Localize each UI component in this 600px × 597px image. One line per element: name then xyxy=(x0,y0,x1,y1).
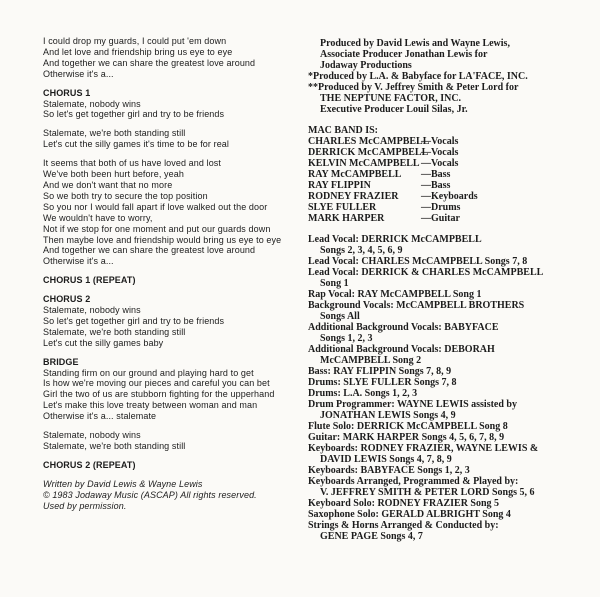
verse-3 xyxy=(43,158,293,267)
personnel-line: Rap Vocal: RAY McCAMPBELL Song 1 xyxy=(308,289,482,300)
personnel-line: Drums: L.A. Songs 1, 2, 3 xyxy=(308,388,418,399)
lyric-line: Stalemate, nobody wins xyxy=(43,305,141,316)
lyric-line: Otherwise it's a... xyxy=(43,256,114,267)
lyric-line: Stalemate, we're both standing still xyxy=(43,441,186,451)
lyric-line: And let love and friendship bring us eye to eye xyxy=(43,46,233,57)
lyric-line: So you nor I would fall apart if love walked out the door xyxy=(43,201,268,212)
band-member-name: DERRICK McCAMPBELL xyxy=(308,147,429,158)
lyric-line: Let's cut the silly games baby xyxy=(43,337,164,348)
band-member-row xyxy=(308,213,593,224)
credit-line: Used by permission. xyxy=(43,500,127,511)
personnel-line: GENE PAGE Songs 4, 7 xyxy=(320,531,423,542)
band-member-row xyxy=(308,158,593,169)
band-members xyxy=(308,136,593,224)
verse-2 xyxy=(43,128,293,150)
band-member-row xyxy=(308,180,593,191)
lyric-line: And we don't want that no more xyxy=(43,179,173,190)
band-member-role: —Guitar xyxy=(421,213,460,224)
lyric-line: Is how we're moving our pieces and careful you can bet xyxy=(43,378,270,389)
personnel-line: Flute Solo: DERRICK McCAMPBELL Song 8 xyxy=(308,421,508,432)
personnel-line: Keyboard Solo: RODNEY FRAZIER Song 5 xyxy=(308,498,500,509)
personnel-line: Strings & Horns Arranged & Conducted by: xyxy=(308,520,499,531)
band-member-role: —Vocals xyxy=(421,136,459,147)
personnel-line: Drum Programmer: WAYNE LEWIS assisted by xyxy=(308,399,517,410)
personnel-line: Songs 2, 3, 4, 5, 6, 9 xyxy=(320,245,403,256)
personnel-line: Keyboards: BABYFACE Songs 1, 2, 3 xyxy=(308,465,470,476)
band-member-row xyxy=(308,136,593,147)
lyric-line: We wouldn't have to worry, xyxy=(43,212,153,223)
personnel-line: Guitar: MARK HARPER Songs 4, 5, 6, 7, 8, 9 xyxy=(308,432,505,443)
personnel-line: JONATHAN LEWIS Songs 4, 9 xyxy=(320,410,456,421)
personnel-line: McCAMPBELL Song 2 xyxy=(320,355,422,366)
lyric-line: I could drop my guards, I could put 'em down xyxy=(43,36,227,46)
band-member-role: —Drums xyxy=(421,202,461,213)
band-member-role: —Keyboards xyxy=(421,191,478,202)
personnel-line: Songs All xyxy=(320,311,360,322)
band-member-name: MARK HARPER xyxy=(308,213,385,224)
chorus-2-repeat-heading: CHORUS 2 (REPEAT) xyxy=(43,459,136,470)
personnel-line: Background Vocals: McCAMPBELL BROTHERS xyxy=(308,300,525,311)
lyric-line: Let's cut the silly games it's time to be for real xyxy=(43,139,230,150)
band-member-name: RODNEY FRAZIER xyxy=(308,191,399,202)
credit-line: © 1983 Jodaway Music (ASCAP) All rights reserved. xyxy=(43,489,257,500)
production-line: *Produced by L.A. & Babyface for LA'FACE, INC. xyxy=(308,71,528,82)
lyric-line: So let's get together girl and try to be friends xyxy=(43,315,225,326)
bridge-heading: BRIDGE xyxy=(43,356,79,367)
production-line: Executive Producer Louil Silas, Jr. xyxy=(320,104,468,115)
band-member-role: —Bass xyxy=(421,180,451,191)
band-member-name: KELVIN McCAMPBELL xyxy=(308,158,420,169)
personnel-line: Songs 1, 2, 3 xyxy=(320,333,373,344)
band-member-row xyxy=(308,169,593,180)
outro xyxy=(43,430,293,452)
chorus-2-heading: CHORUS 2 xyxy=(43,294,91,305)
personnel-line: Saxophone Solo: GERALD ALBRIGHT Song 4 xyxy=(308,509,511,520)
lyric-line: Stalemate, we're both standing still xyxy=(43,326,186,337)
lyric-line: Standing firm on our ground and playing hard to get xyxy=(43,367,254,378)
lyric-line: Let's make this love treaty between woman and man xyxy=(43,400,258,411)
production-line: Produced by David Lewis and Wayne Lewis, xyxy=(320,38,510,49)
verse-1 xyxy=(43,36,293,80)
personnel-line: Lead Vocal: DERRICK & CHARLES McCAMPBELL xyxy=(308,267,544,278)
lyric-line: Then maybe love and friendship would bring us eye to eye xyxy=(43,234,282,245)
production-credits xyxy=(308,38,593,115)
personnel-line: Bass: RAY FLIPPIN Songs 7, 8, 9 xyxy=(308,366,452,377)
production-line: **Produced by V. Jeffrey Smith & Peter Lord for xyxy=(308,82,519,93)
personnel-line: Song 1 xyxy=(320,278,349,289)
lyric-line: Otherwise it's a... stalemate xyxy=(43,411,157,422)
band-member-role: —Bass xyxy=(421,169,451,180)
lyric-line: So we both try to secure the top position xyxy=(43,190,208,201)
lyric-line: And together we can share the greatest love around xyxy=(43,57,256,68)
lyric-line: We've both been hurt before, yeah xyxy=(43,169,184,180)
production-line: Jodaway Productions xyxy=(320,60,412,71)
production-line: THE NEPTUNE FACTOR, INC. xyxy=(320,93,462,104)
chorus-1 xyxy=(43,99,293,121)
lyric-line: Otherwise it's a... xyxy=(43,68,114,79)
personnel-line: DAVID LEWIS Songs 4, 7, 8, 9 xyxy=(320,454,452,465)
chorus-1-heading: CHORUS 1 xyxy=(43,87,91,98)
production-line: Associate Producer Jonathan Lewis for xyxy=(320,49,488,60)
lyric-line: So let's get together girl and try to be friends xyxy=(43,109,225,120)
band-member-row xyxy=(308,191,593,202)
personnel-line: Keyboards: RODNEY FRAZIER, WAYNE LEWIS & xyxy=(308,443,539,454)
lyric-line: Stalemate, nobody wins xyxy=(43,98,141,109)
lyric-line: It seems that both of us have loved and lost xyxy=(43,158,222,169)
band-member-name: RAY FLIPPIN xyxy=(308,180,371,191)
personnel-line: Lead Vocal: DERRICK McCAMPBELL xyxy=(308,234,482,245)
band-member-name: SLYE FULLER xyxy=(308,202,377,213)
bridge xyxy=(43,368,293,423)
lyrics-column xyxy=(43,36,293,512)
personnel-line: Keyboards Arranged, Programmed & Played by: xyxy=(308,476,519,487)
songwriting-credits xyxy=(43,479,293,512)
personnel-line: Additional Background Vocals: DEBORAH xyxy=(308,344,495,355)
personnel-credits xyxy=(308,234,593,542)
band-member-name: RAY McCAMPBELL xyxy=(308,169,402,180)
band-heading: MAC BAND IS: xyxy=(308,125,378,136)
band-member-name: CHARLES McCAMPBELL xyxy=(308,136,430,147)
band-member-row xyxy=(308,202,593,213)
personnel-line: V. JEFFREY SMITH & PETER LORD Songs 5, 6 xyxy=(320,487,535,498)
lyric-line: Not if we stop for one moment and put our guards down xyxy=(43,223,271,234)
credits-column xyxy=(308,38,593,542)
lyric-line: And together we can share the greatest love around xyxy=(43,245,256,256)
band-member-role: —Vocals xyxy=(421,147,459,158)
personnel-line: Additional Background Vocals: BABYFACE xyxy=(308,322,499,333)
personnel-line: Drums: SLYE FULLER Songs 7, 8 xyxy=(308,377,457,388)
chorus-1-repeat-heading: CHORUS 1 (REPEAT) xyxy=(43,275,136,286)
personnel-line: Lead Vocal: CHARLES McCAMPBELL Songs 7, 8 xyxy=(308,256,528,267)
lyric-line: Stalemate, nobody wins xyxy=(43,430,141,441)
lyric-line: Stalemate, we're both standing still xyxy=(43,128,186,139)
credit-line: Written by David Lewis & Wayne Lewis xyxy=(43,478,203,489)
band-member-role: —Vocals xyxy=(421,158,459,169)
lyric-line: Girl the two of us are stubborn fighting for the upperhand xyxy=(43,389,275,400)
chorus-2 xyxy=(43,305,293,349)
band-member-row xyxy=(308,147,593,158)
